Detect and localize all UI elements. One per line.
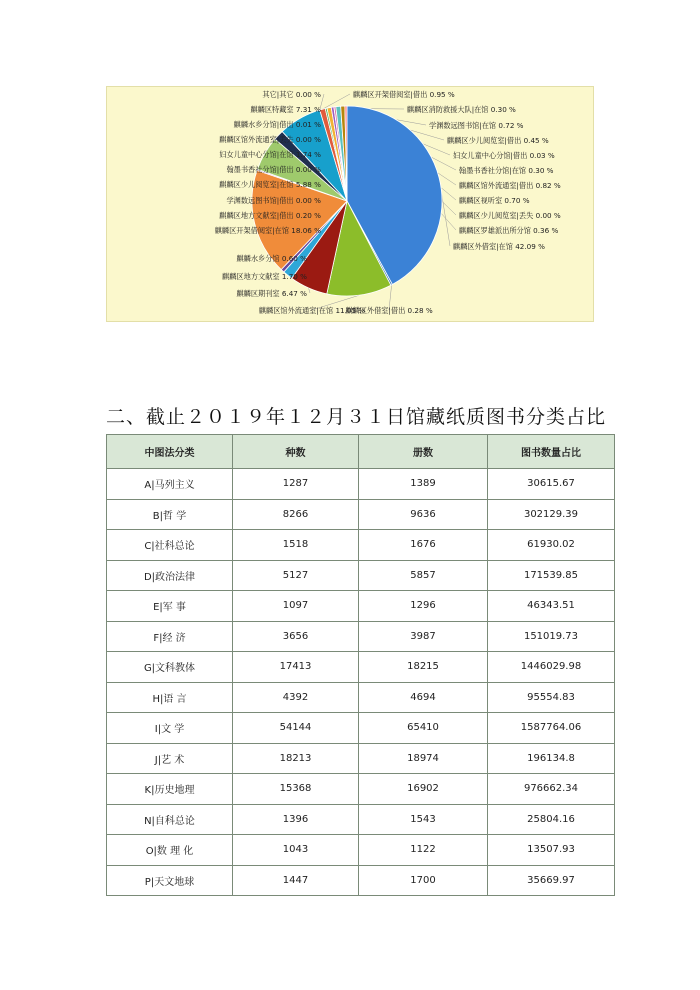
table-cell: 4694 (359, 682, 488, 713)
table-cell: 1287 (233, 469, 359, 500)
table-cell: 35669.97 (488, 865, 615, 896)
table-cell: P|天文地球 (107, 865, 233, 896)
table-cell: G|文科教体 (107, 652, 233, 683)
table-cell: O|数 理 化 (107, 835, 233, 866)
slice-label: 麒麟区消防救援大队|在馆 0.30 % (407, 105, 516, 114)
slice-label: 翰墨书香社分馆|在馆 0.30 % (459, 166, 554, 175)
slice-label: 麒麟区期刊室 6.47 % (236, 289, 307, 298)
table-cell: 1446029.98 (488, 652, 615, 683)
slice-label: 学渊数远图书馆|借出 0.00 % (226, 196, 321, 205)
column-header: 中图法分类 (107, 435, 233, 469)
slice-label: 翰墨书香社分馆|借出 0.00 % (226, 165, 321, 174)
table-body (107, 469, 615, 896)
table-cell: 1543 (359, 804, 488, 835)
table-cell: N|自科总论 (107, 804, 233, 835)
table-cell: 151019.73 (488, 621, 615, 652)
table-cell: 18215 (359, 652, 488, 683)
slice-label: 麒麟区特藏室 7.31 % (250, 105, 321, 114)
slice-label: 其它|其它 0.00 % (262, 90, 321, 99)
table-cell: 1122 (359, 835, 488, 866)
slice-label: 麒麟区地方文献室 1.70 % (222, 272, 307, 281)
table-row (107, 774, 615, 805)
table-row (107, 652, 615, 683)
table-row (107, 560, 615, 591)
table-cell: 1676 (359, 530, 488, 561)
table-row (107, 530, 615, 561)
column-header: 图书数量占比 (488, 435, 615, 469)
table-cell: 25804.16 (488, 804, 615, 835)
table-cell: 65410 (359, 713, 488, 744)
pie-chart (106, 86, 594, 322)
table-cell: 17413 (233, 652, 359, 683)
table-row (107, 743, 615, 774)
classification-table (106, 434, 615, 896)
table-cell: 5857 (359, 560, 488, 591)
table-cell: 16902 (359, 774, 488, 805)
header-row (107, 435, 615, 469)
table-cell: 8266 (233, 499, 359, 530)
slice-label: 麒麟区馆外流通室|在馆 11.05 % (258, 306, 366, 315)
table-cell: J|艺 术 (107, 743, 233, 774)
table-cell: 9636 (359, 499, 488, 530)
slice-label: 麒麟水乡分馆|借出 0.01 % (233, 120, 321, 129)
column-header: 册数 (359, 435, 488, 469)
slice-label: 麒麟区馆外流通室|丢失 0.00 % (219, 135, 321, 144)
table-cell: A|马列主义 (107, 469, 233, 500)
column-header: 种数 (233, 435, 359, 469)
table-row (107, 469, 615, 500)
table-cell: 1700 (359, 865, 488, 896)
slice-label: 麒麟水乡分馆 0.60 % (236, 254, 307, 263)
table-cell: C|社科总论 (107, 530, 233, 561)
slice-label: 麒麟区开架借阅室|借出 0.95 % (353, 90, 455, 99)
table-cell: 1447 (233, 865, 359, 896)
table-cell: E|军 事 (107, 591, 233, 622)
slice-label: 妇女儿童中心分馆|借出 0.03 % (453, 151, 555, 160)
pie-chart-svg (107, 87, 595, 323)
slice-label: 麒麟区外借室|在馆 42.09 % (453, 242, 545, 251)
slice-label: 麒麟区少儿阅览室|丢失 0.00 % (459, 211, 561, 220)
table-cell: 1587764.06 (488, 713, 615, 744)
table-cell: 1389 (359, 469, 488, 500)
table-row (107, 621, 615, 652)
table-cell: D|政治法律 (107, 560, 233, 591)
table-cell: 18213 (233, 743, 359, 774)
table-row (107, 682, 615, 713)
slice-label: 麒麟区地方文献室|借出 0.20 % (219, 211, 321, 220)
table-cell: 1043 (233, 835, 359, 866)
table-cell: 976662.34 (488, 774, 615, 805)
table-row (107, 591, 615, 622)
table-cell: 3987 (359, 621, 488, 652)
table-row (107, 835, 615, 866)
slice-label: 麒麟区馆外流通室|借出 0.82 % (459, 181, 561, 190)
slice-label: 麒麟区罗雄派出所分馆 0.36 % (459, 226, 559, 235)
table-row (107, 713, 615, 744)
table-cell: 95554.83 (488, 682, 615, 713)
table-cell: 15368 (233, 774, 359, 805)
table-cell: 54144 (233, 713, 359, 744)
table-cell: H|语 言 (107, 682, 233, 713)
table-header (107, 435, 615, 469)
slice-label: 妇女儿童中心分馆|在馆 1.74 % (219, 150, 321, 159)
table-cell: 1296 (359, 591, 488, 622)
table-cell: 4392 (233, 682, 359, 713)
table-cell: 171539.85 (488, 560, 615, 591)
table-row (107, 499, 615, 530)
slice-label: 麒麟区视听室 0.70 % (459, 196, 530, 205)
table-cell: F|经 济 (107, 621, 233, 652)
slice-label: 麒麟区少儿阅览室|借出 0.45 % (447, 136, 549, 145)
slice-label: 麒麟区外借室|借出 0.28 % (345, 306, 433, 315)
table-cell: 1097 (233, 591, 359, 622)
table-cell: 18974 (359, 743, 488, 774)
table-cell: I|文 学 (107, 713, 233, 744)
table-cell: 302129.39 (488, 499, 615, 530)
table-cell: 3656 (233, 621, 359, 652)
table-cell: 13507.93 (488, 835, 615, 866)
table-cell: K|历史地理 (107, 774, 233, 805)
table-row (107, 865, 615, 896)
slice-label: 麒麟区少儿阅览室|在馆 5.88 % (219, 180, 321, 189)
table-cell: 46343.51 (488, 591, 615, 622)
table-cell: 1518 (233, 530, 359, 561)
table-cell: 1396 (233, 804, 359, 835)
section-title: 二、截止２０１９年１２月３１日馆藏纸质图书分类占比 (106, 406, 607, 428)
slice-label: 麒麟区开架借阅室|在馆 18.06 % (214, 226, 321, 235)
slice-label: 学渊数远图书馆|在馆 0.72 % (429, 121, 524, 130)
table-cell: 5127 (233, 560, 359, 591)
table-cell: 61930.02 (488, 530, 615, 561)
table-cell: B|哲 学 (107, 499, 233, 530)
table-row (107, 804, 615, 835)
table-cell: 196134.8 (488, 743, 615, 774)
table-cell: 30615.67 (488, 469, 615, 500)
